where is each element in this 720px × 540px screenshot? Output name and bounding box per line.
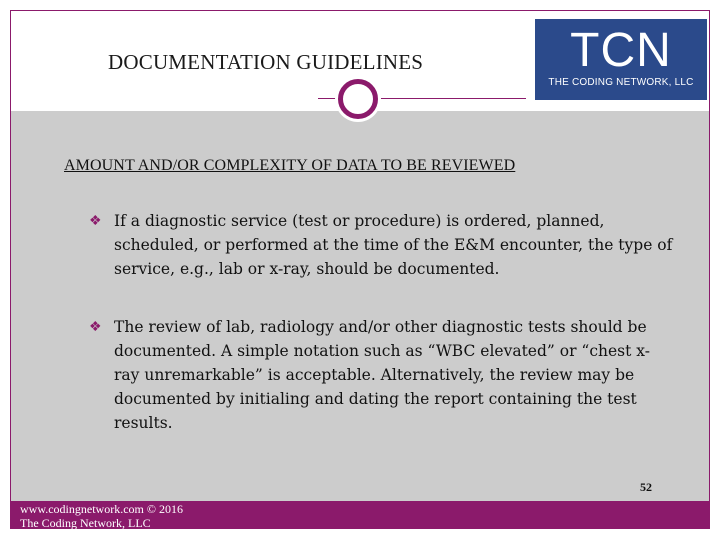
footer-url: www.codingnetwork.com © 2016 [20,502,183,516]
page-title: DOCUMENTATION GUIDELINES [108,50,424,74]
bullet-item [89,209,674,281]
logo-sub-text: THE CODING NETWORK, LLC [548,77,694,88]
page-number: 52 [640,480,652,494]
bullet-text: If a diagnostic service (test or procedure) is ordered, planned, scheduled, or performed at the time of the E&M encounter, the type of service, e.g., lab or x-ray, should be documented. [114,212,673,278]
footer-text [20,502,183,530]
bullet-item [89,315,674,435]
diamond-bullet-icon: ❖ [89,319,102,335]
logo [535,19,707,100]
circle-ornament-icon [338,79,378,119]
diamond-bullet-icon: ❖ [89,213,102,229]
bullet-text: The review of lab, radiology and/or other diagnostic tests should be documented. A simple notation such as “WBC elevated” or “chest x-ray unremarkable” is acceptable. Alternatively, the review may be documented by initialing and dating the report containing the test results. [114,318,650,432]
footer-company: The Coding Network, LLC [20,516,151,530]
logo-main-text: TCN [570,24,672,77]
section-heading: AMOUNT AND/OR COMPLEXITY OF DATA TO BE REVIEWED [64,157,516,174]
